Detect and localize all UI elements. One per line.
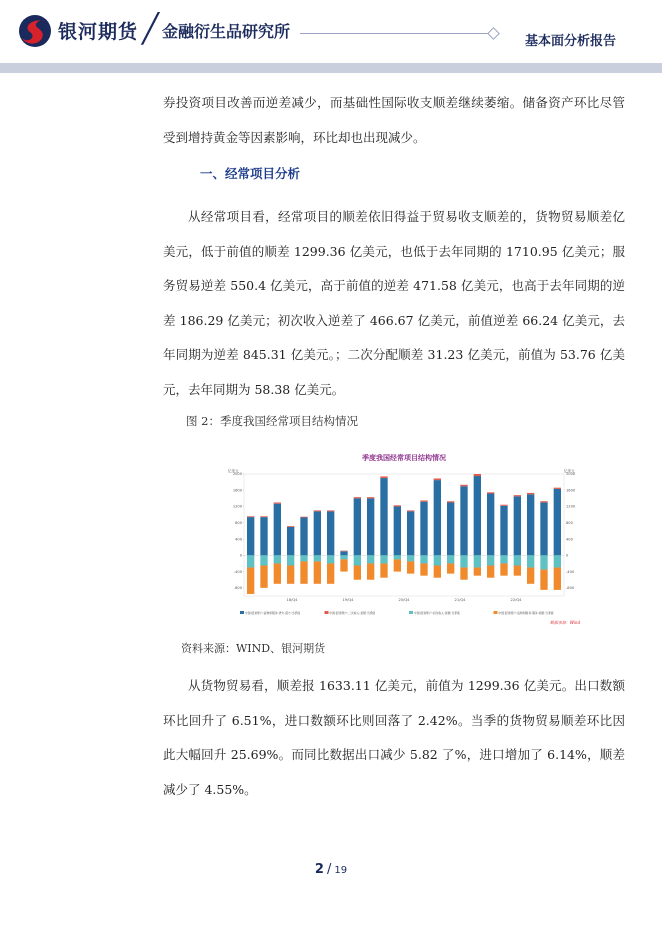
chart-bar: [340, 551, 347, 552]
chart-bar: [407, 555, 414, 561]
y-tick-label-right: 2000: [566, 472, 576, 477]
chart-bar: [434, 478, 441, 480]
legend-label: 中国:经常账户:货物和服务:贷方-借方:当季值: [245, 611, 301, 615]
chart-bar: [327, 563, 334, 583]
paragraph-goods-trade: 从货物贸易看，顺差报 1633.11 亿美元，前值为 1299.36 亿美元。出口数额环比回升了 6.51%，进口数额环比则回落了 2.42%。当季的货物贸易顺差环比因此大幅回升 25.69%。而同比数据出口减少 5.82 了%，进口增加了 6.14%，顺差减少了 4.55%。: [163, 678, 625, 797]
chart-bar: [487, 566, 494, 578]
chart-bar: [434, 555, 441, 565]
galaxy-logo-icon: [18, 14, 52, 48]
chart-bar: [527, 493, 534, 494]
chart-bar: [434, 480, 441, 555]
chart-bar: [354, 566, 361, 580]
chart-bar: [474, 476, 481, 555]
current-page: 2: [314, 862, 324, 877]
chart-bar: [287, 555, 294, 565]
chart-bar: [540, 555, 547, 569]
chart-bar: [300, 518, 307, 556]
chart-bar: [554, 568, 561, 590]
y-tick-label-left: 2000: [232, 472, 242, 477]
chart-bar: [314, 555, 321, 561]
legend-swatch: [240, 611, 244, 614]
chart-bar: [380, 478, 387, 555]
current-account-chart: [222, 448, 586, 628]
y-tick-label-right: 800: [566, 521, 573, 525]
chart-bar: [527, 555, 534, 567]
legend-label: 中国:经常账户:初次收入:差额:当季值: [414, 611, 460, 615]
chart-bar: [474, 474, 481, 476]
chart-bar: [420, 502, 427, 556]
header-divider-line: [300, 33, 492, 34]
chart-bar: [420, 555, 427, 563]
chart-bar: [394, 555, 401, 559]
chart-bar: [447, 563, 454, 573]
chart-bar: [487, 494, 494, 556]
chart-bar: [354, 497, 361, 498]
institute-name: 金融衍生品研究所: [162, 22, 291, 41]
chart-bar: [380, 555, 387, 563]
total-pages: 19: [334, 865, 348, 876]
chart-bar: [514, 496, 521, 555]
y-tick-label-right: 0: [566, 553, 569, 558]
chart-bar: [247, 517, 254, 555]
chart-bar: [287, 566, 294, 584]
chart-bar: [340, 551, 347, 555]
chart-bar: [300, 555, 307, 561]
right-axis-label: 亿美元: [564, 469, 575, 473]
chart-bar: [447, 502, 454, 555]
chart-bar: [274, 502, 281, 503]
chart-bar: [247, 516, 254, 517]
chart-bar: [460, 568, 467, 580]
chart-bar: [514, 566, 521, 576]
header-slash: ╱: [142, 12, 159, 45]
chart-bar: [300, 517, 307, 518]
chart-bar: [554, 488, 561, 489]
figure-caption: 图 2：季度我国经常项目结构情况: [186, 414, 358, 428]
header-band: [0, 63, 662, 73]
chart-bar: [314, 561, 321, 583]
chart-bar: [460, 486, 467, 555]
y-tick-label-right: 400: [566, 537, 573, 542]
chart-bar: [394, 507, 401, 556]
chart-bar: [500, 555, 507, 563]
chart-annotation: 数据来源：Wind: [549, 620, 580, 625]
chart-bar: [394, 505, 401, 506]
chart-bar: [300, 561, 307, 583]
y-tick-label-left: 1600: [232, 488, 242, 493]
y-tick-label-left: -800: [233, 586, 242, 591]
chart-title: 季度我国经常项目结构情况: [362, 454, 446, 462]
chart-bar: [487, 492, 494, 493]
chart-bar: [407, 511, 414, 555]
chart-bar: [354, 555, 361, 565]
chart-bar: [460, 555, 467, 567]
y-tick-label-right: 1200: [566, 504, 576, 509]
page-number: [0, 858, 662, 877]
source-note: 资料来源：WIND、银河期货: [181, 642, 326, 655]
x-tick-label: 19/Q4: [342, 598, 354, 602]
chart-bar: [260, 566, 267, 588]
chart-bar: [354, 498, 361, 555]
chart-bar: [274, 563, 281, 583]
report-type: 基本面分析报告: [525, 34, 617, 49]
page-header: [0, 0, 662, 66]
y-tick-label-left: 800: [235, 521, 242, 525]
chart-bar: [327, 555, 334, 563]
chart-bar: [394, 559, 401, 571]
legend-swatch: [409, 611, 413, 614]
chart-bar: [420, 563, 427, 575]
chart-bar: [527, 494, 534, 555]
chart-bar: [447, 555, 454, 563]
y-tick-label-right: -400: [566, 569, 575, 574]
chart-bar: [474, 568, 481, 576]
chart-bar: [260, 516, 267, 517]
page-separator: /: [326, 862, 332, 877]
left-axis-label: 亿美元: [228, 469, 239, 473]
x-tick-label: 20/Q4: [398, 598, 410, 602]
legend-label: 中国:经常账户:货物和服务:服务:差额:当季值: [498, 611, 554, 615]
chart-bar: [274, 504, 281, 556]
y-tick-label-right: 1600: [566, 488, 576, 493]
chart-bar: [420, 500, 427, 501]
chart-bar: [447, 501, 454, 502]
chart-bar: [327, 511, 334, 555]
chart-bar: [514, 555, 521, 565]
x-tick-label: 22/Q4: [510, 598, 522, 602]
chart-bar: [247, 568, 254, 594]
y-tick-label-left: 1200: [232, 504, 242, 509]
x-tick-label: 18/Q4: [286, 598, 298, 602]
chart-bar: [247, 555, 254, 567]
chart-bar: [314, 511, 321, 555]
chart-bar: [287, 526, 294, 527]
chart-bar: [540, 501, 547, 502]
chart-bar: [287, 527, 294, 555]
paragraph-current-account: 从经常项目看，经常项目的顺差依旧得益于贸易收支顺差的，货物贸易顺差亿美元，低于前值的顺差 1299.36 亿美元，也低于去年同期的 1710.95 亿美元；服务贸易逆差 550.4 亿美元，高于前值的逆差 471.58 亿美元，也高于去年同期的逆差 186.29 亿美元；初次收入逆差了 466.67 亿美元，前值逆差 66.24 亿美元，去年同期为逆差 845.31 亿美元。；二次分配顺差 31.23 亿美元，前值为 53.76 亿美元，去年同期为 58.38 亿美元。: [163, 209, 625, 397]
chart-bar: [407, 510, 414, 511]
chart-bar: [460, 485, 467, 486]
chart-bar: [367, 555, 374, 563]
chart-bar: [500, 505, 507, 506]
chart-bar: [554, 555, 561, 567]
legend-swatch: [494, 611, 498, 614]
y-tick-label-right: -800: [566, 586, 575, 591]
x-tick-label: 21/Q4: [454, 598, 466, 602]
chart-bar: [367, 498, 374, 555]
chart-bar: [527, 568, 534, 584]
brand-name: 银河期货: [58, 21, 139, 43]
chart-bar: [367, 563, 374, 579]
chart-bar: [340, 555, 347, 559]
legend-swatch: [325, 611, 329, 614]
chart-bar: [314, 510, 321, 511]
y-tick-label-left: 0: [239, 553, 242, 558]
chart-bar: [500, 563, 507, 575]
chart-bar: [554, 489, 561, 555]
chart-bar: [260, 555, 267, 565]
section-title: 一、经常项目分析: [200, 166, 301, 181]
chart-bar: [380, 563, 387, 577]
paragraph-intro: 券投资项目改善而逆差减少，而基础性国际收支顺差继续萎缩。储备资产环比尽管受到增持黄金等因素影响，环比却也出现减少。: [163, 95, 625, 145]
chart-bar: [274, 555, 281, 563]
chart-bar: [540, 502, 547, 555]
chart-bar: [260, 517, 267, 555]
y-tick-label-left: -400: [233, 569, 242, 574]
chart-bar: [380, 476, 387, 478]
chart-bar: [487, 555, 494, 565]
y-tick-label-left: 400: [235, 537, 242, 542]
chart-bar: [540, 570, 547, 590]
chart-bar: [434, 566, 441, 578]
diamond-icon: [487, 27, 500, 40]
legend-label: 中国:经常账户:二次收入:差额:当季值: [329, 611, 376, 615]
chart-bar: [367, 497, 374, 498]
chart-bar: [474, 555, 481, 567]
chart-bar: [500, 506, 507, 556]
chart-bar: [407, 561, 414, 573]
chart-bar: [340, 559, 347, 571]
chart-bar: [327, 510, 334, 511]
chart-bar: [514, 495, 521, 496]
